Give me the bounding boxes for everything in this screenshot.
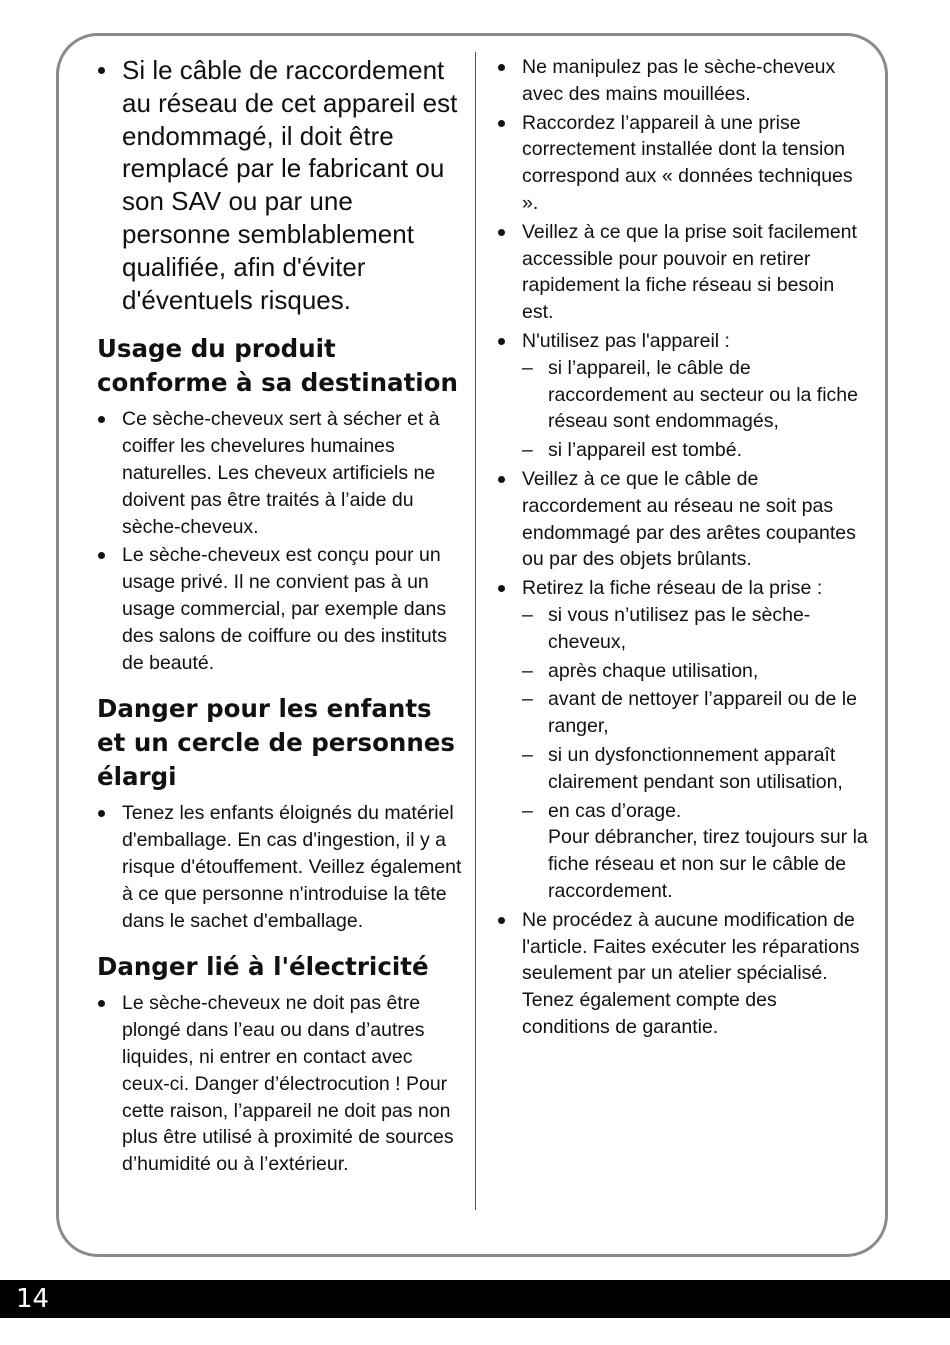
page-number: 14 bbox=[16, 1284, 50, 1314]
list-item: Veillez à ce que la prise soit facilement accessible pour pouvoir en retirer rapidement la fiche réseau si besoin est. bbox=[497, 219, 869, 326]
sub-list-item: – si vous n’utilisez pas le sèche-cheveux, bbox=[522, 602, 869, 656]
list-item: Si le câble de raccordement au réseau de cet appareil est endommagé, il doit être remplacé par le fabricant ou son SAV ou par une personne semblablement qualifiée, afin d'éviter d'éventuels risques. bbox=[97, 54, 462, 316]
list-item: Retirez la fiche réseau de la prise : – si vous n’utilisez pas le sèche-cheveux, – après chaque utilisation, – avant de nettoyer l’appareil ou de le ranger, – si un dysfonctionnement apparaît clairement pendant son utilisation, – en cas d’orage. Pour débrancher, tirez toujours sur la fiche réseau et non sur le câble de raccordement. bbox=[497, 575, 869, 905]
section-heading: Danger lié à l'électricité bbox=[97, 952, 429, 982]
safety-list bbox=[497, 54, 869, 1041]
section-list bbox=[97, 990, 462, 1178]
sub-list bbox=[522, 602, 869, 905]
left-column bbox=[97, 54, 462, 1180]
unplug-note: Pour débrancher, tirez toujours sur la fiche réseau et non sur le câble de raccordement. bbox=[548, 826, 868, 902]
list-item: Raccordez l’appareil à une prise correctement installée dont la tension correspond aux « données techniques ». bbox=[497, 110, 869, 217]
intro-list bbox=[97, 54, 462, 316]
sub-list-item: – si l’appareil, le câble de raccordement au secteur ou la fiche réseau sont endommagés, bbox=[522, 355, 869, 435]
list-item: Ne procédez à aucune modification de l'article. Faites exécuter les réparations seulement par un atelier spécialisé. Tenez également compte des conditions de garantie. bbox=[497, 907, 869, 1041]
sub-list-item: – après chaque utilisation, bbox=[522, 658, 869, 685]
sub-list-item: – si l’appareil est tombé. bbox=[522, 437, 869, 464]
list-item: Veillez à ce que le câble de raccordement au réseau ne soit pas endommagé par des arêtes coupantes ou par des objets brûlants. bbox=[497, 466, 869, 573]
list-item: Tenez les enfants éloignés du matériel d'emballage. En cas d'ingestion, il y a risque d'étouffement. Veillez également à ce que personne n'introduise la tête dans le sachet d'emballage. bbox=[97, 800, 462, 934]
sub-list-item: – avant de nettoyer l’appareil ou de le ranger, bbox=[522, 686, 869, 740]
sub-list-item: – si un dysfonctionnement apparaît clairement pendant son utilisation, bbox=[522, 742, 869, 796]
list-item: Ce sèche-cheveux sert à sécher et à coiffer les chevelures humaines naturelles. Les cheveux artificiels ne doivent pas être traités à l’aide du sèche-cheveux. bbox=[97, 406, 462, 540]
section-list bbox=[97, 800, 462, 934]
column-divider bbox=[475, 52, 476, 1210]
list-item: Le sèche-cheveux ne doit pas être plongé dans l’eau ou dans d’autres liquides, ni entrer en contact avec ceux-ci. Danger d’électrocution ! Pour cette raison, l’appareil ne doit pas non plus être utilisé à proximité de sources d’humidité ou à l’extérieur. bbox=[97, 990, 462, 1178]
list-item: Le sèche-cheveux est conçu pour un usage privé. Il ne convient pas à un usage commercial, par exemple dans des salons de coiffure ou des instituts de beauté. bbox=[97, 542, 462, 676]
sub-list-item: – en cas d’orage. Pour débrancher, tirez toujours sur la fiche réseau et non sur le câble de raccordement. bbox=[522, 798, 869, 905]
right-column bbox=[497, 54, 869, 1043]
sub-list bbox=[522, 355, 869, 464]
section-list bbox=[97, 406, 462, 676]
section-heading: Usage du produit conforme à sa destination bbox=[97, 334, 458, 398]
list-item: N'utilisez pas l'appareil : – si l’appareil, le câble de raccordement au secteur ou la fiche réseau sont endommagés, – si l’appareil est tombé. bbox=[497, 328, 869, 464]
footer-bar bbox=[0, 1280, 950, 1318]
list-item: Ne manipulez pas le sèche-cheveux avec des mains mouillées. bbox=[497, 54, 869, 108]
section-heading: Danger pour les enfants et un cercle de personnes élargi bbox=[97, 694, 455, 792]
